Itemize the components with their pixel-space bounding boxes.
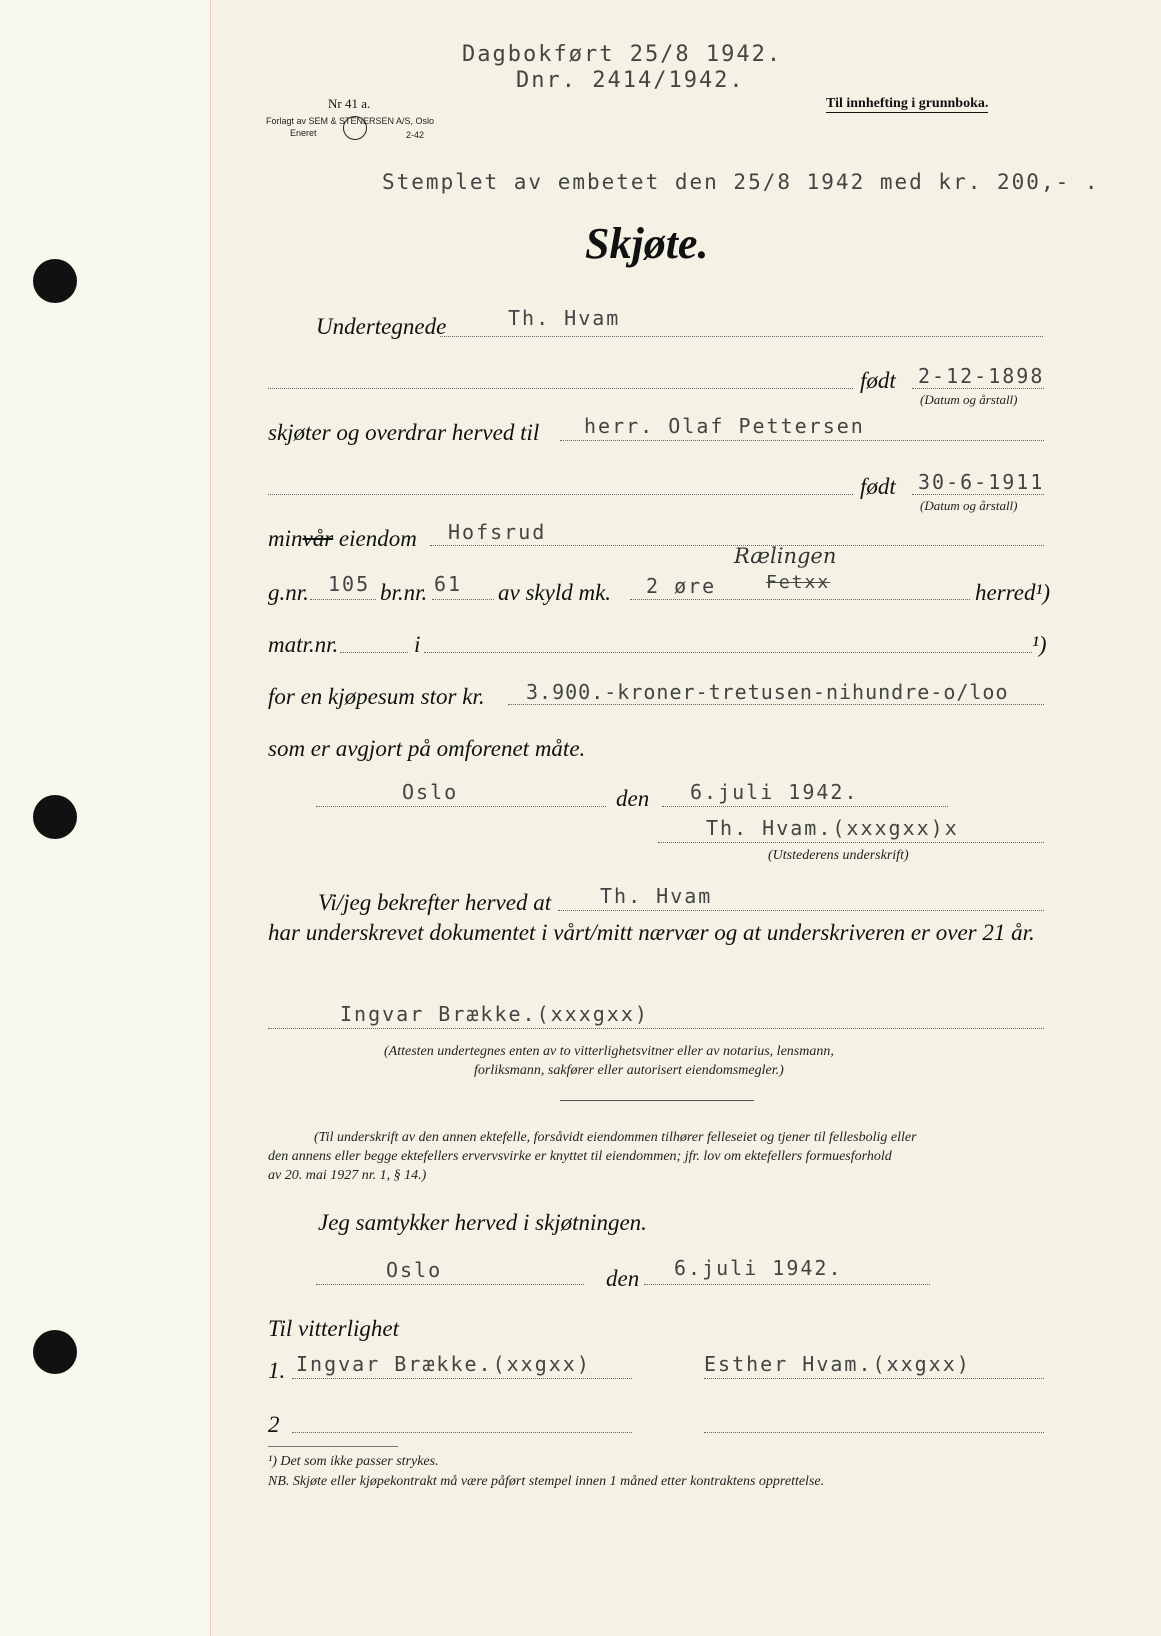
place2-value: Oslo xyxy=(386,1258,443,1282)
date2-line xyxy=(644,1284,930,1285)
witness1b-line xyxy=(704,1378,1044,1379)
matrnr-label: matr.nr. xyxy=(268,632,339,657)
date1-value: 6.juli 1942. xyxy=(690,780,859,804)
punch-hole xyxy=(33,795,77,839)
kjopesum-line xyxy=(508,704,1044,705)
place1-value: Oslo xyxy=(402,780,459,804)
skyld-value: 2 øre xyxy=(646,574,717,598)
fodt2-line xyxy=(268,494,853,495)
undertegnede-label: Undertegnede xyxy=(316,314,447,339)
gnr-line xyxy=(310,599,376,600)
publisher-date: 2-42 xyxy=(406,130,425,140)
fodt2-value: 30-6-1911 xyxy=(918,470,1045,494)
buyer-line xyxy=(560,440,1044,441)
document-title: Skjøte. xyxy=(585,219,709,268)
place1-line xyxy=(316,806,606,807)
kjopesum-label: for en kjøpesum stor kr. xyxy=(268,684,485,709)
datum-caption-1: (Datum og årstall) xyxy=(920,392,1018,407)
separator-rule xyxy=(560,1100,754,1101)
eiendom-value: Hofsrud xyxy=(448,520,547,544)
fodt1-value-line xyxy=(912,388,1044,389)
witness-signature: Ingvar Brække.(xxxgxx) xyxy=(340,1002,649,1026)
witness1b-name: Esther Hvam.(xxgxx) xyxy=(704,1352,971,1376)
bekrefter-line xyxy=(558,910,1044,911)
footnote-rule xyxy=(268,1446,398,1447)
fodt1-label: født xyxy=(860,368,896,393)
witness2-number: 2 xyxy=(268,1412,280,1437)
brnr-line xyxy=(432,599,494,600)
signature1-line xyxy=(658,842,1044,843)
herred-struck: Fetxx xyxy=(766,572,831,593)
footnote-2: NB. Skjøte eller kjøpekontrakt må være påført stempel innen 1 måned etter kontraktens opprettelse. xyxy=(268,1474,825,1489)
samtykker-line: Jeg samtykker herved i skjøtningen. xyxy=(318,1210,647,1235)
publisher-eneret: Eneret xyxy=(290,128,317,138)
datum-caption-2: (Datum og årstall) xyxy=(920,498,1018,513)
fodt2-value-line xyxy=(912,494,1044,495)
spouse-note-3: av 20. mai 1927 nr. 1, § 14.) xyxy=(268,1168,427,1183)
undertegnede-line xyxy=(440,336,1043,337)
herred-handwritten: Rælingen xyxy=(734,544,837,568)
punch-hole xyxy=(33,1330,77,1374)
matr-i-label: i xyxy=(414,632,421,657)
gnr-label: g.nr. xyxy=(268,580,309,605)
den2-label: den xyxy=(606,1266,640,1291)
page-left-strip xyxy=(0,0,210,1636)
skyld-line xyxy=(630,599,970,600)
herred-label: herred¹) xyxy=(975,580,1051,605)
witness1-number: 1. xyxy=(268,1358,286,1383)
form-number: Nr 41 a. xyxy=(328,96,371,111)
stamp-line: Stemplet av embetet den 25/8 1942 med kr. 200,- . xyxy=(382,170,1100,194)
fodt1-line xyxy=(268,388,853,389)
punch-hole xyxy=(33,259,77,303)
date1-line xyxy=(662,806,948,807)
undertegnede-value: Th. Hvam xyxy=(508,306,621,330)
vitterlighet-label: Til vitterlighet xyxy=(268,1316,399,1341)
witness2b-line xyxy=(704,1432,1044,1433)
signature1-value: Th. Hvam.(xxxgxx)x xyxy=(706,816,959,840)
brnr-label: br.nr. xyxy=(380,580,428,605)
underskrevet-line: har underskrevet dokumentet i vårt/mitt nærvær og at underskriveren er over 21 år. xyxy=(268,920,1035,945)
fodt2-label: født xyxy=(860,474,896,499)
buyer-value: herr. Olaf Pettersen xyxy=(584,414,865,438)
bekrefter-label: Vi/jeg bekrefter herved at xyxy=(318,890,552,915)
footnote-1: ¹) Det som ikke passer strykes. xyxy=(268,1454,439,1469)
eiendom-prefix: min xyxy=(268,526,303,551)
dnr-line: Dnr. 2414/1942. xyxy=(516,68,745,93)
eiendom-struck: vår xyxy=(302,526,334,551)
matr-i-line xyxy=(424,652,1032,653)
eiendom-word: eiendom xyxy=(338,526,417,551)
matrnr-line xyxy=(340,652,408,653)
kjopesum-value: 3.900.-kroner-tretusen-nihundre-o/loo xyxy=(526,680,1009,704)
fodt1-value: 2-12-1898 xyxy=(918,364,1045,388)
utsteder-caption: (Utstederens underskrift) xyxy=(768,848,909,863)
attest-note-1: (Attesten undertegnes enten av to vitterlighetsvitner eller av notarius, lensmann, xyxy=(384,1044,834,1059)
brnr-value: 61 xyxy=(434,572,463,596)
witness2-line xyxy=(292,1432,632,1433)
publisher-line: Forlagt av SEM & STENERSEN A/S, Oslo xyxy=(266,116,435,126)
attest-note-2: forliksmann, sakfører eller autorisert eiendomsmegler.) xyxy=(474,1063,784,1078)
matr-suffix: ¹) xyxy=(1032,632,1047,657)
eiendom-label xyxy=(268,526,417,552)
filing-note: Til innhefting i grunnboka. xyxy=(826,96,989,111)
place2-line xyxy=(316,1284,584,1285)
witness1-name: Ingvar Brække.(xxgxx) xyxy=(296,1352,591,1376)
skyld-label: av skyld mk. xyxy=(498,580,612,605)
witness-signature-line xyxy=(268,1028,1044,1029)
publisher-logo xyxy=(343,116,367,140)
witness1-line xyxy=(292,1378,632,1379)
avgjort-line: som er avgjort på omforenet måte. xyxy=(268,736,586,761)
den1-label: den xyxy=(616,786,650,811)
margin-line xyxy=(210,0,211,1636)
bekrefter-value: Th. Hvam xyxy=(600,884,713,908)
spouse-note-1: (Til underskrift av den annen ektefelle, forsåvidt eiendommen tilhører felleseiet og tjener til fellesbolig eller xyxy=(314,1130,917,1145)
spouse-note-2: den annens eller begge ektefellers ervervsvirke er knyttet til eiendommen; jfr. lov om ektefellers formuesforhold xyxy=(268,1149,892,1164)
date2-value: 6.juli 1942. xyxy=(674,1256,843,1280)
gnr-value: 105 xyxy=(328,572,371,596)
skjoter-label: skjøter og overdrar herved til xyxy=(268,420,540,445)
dagbok-line: Dagbokført 25/8 1942. xyxy=(462,42,783,67)
